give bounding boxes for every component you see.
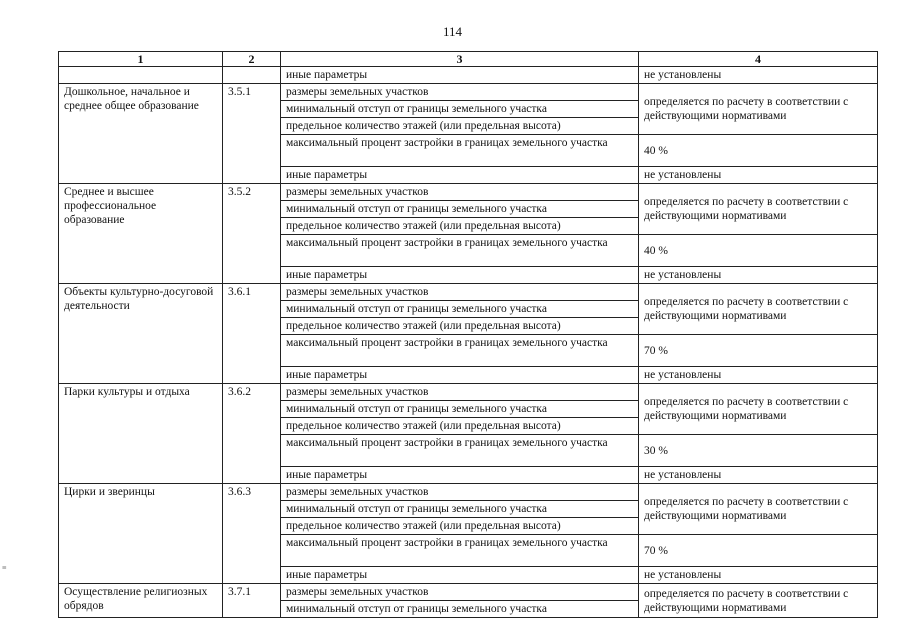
param-cell: максимальный процент застройки в границах земельного участка [281,535,639,567]
use-type-code: 3.7.1 [223,584,281,618]
table-row [59,584,878,601]
param-cell: предельное количество этажей (или предельная высота) [281,418,639,435]
param-cell: предельное количество этажей (или предельная высота) [281,118,639,135]
use-type-name: Объекты культурно-досуговой деятельности [59,284,223,384]
percent-value-cell: 70 % [639,335,878,367]
param-cell: размеры земельных участков [281,284,639,301]
param-cell: минимальный отступ от границы земельного участка [281,601,639,618]
percent-value-cell: 40 % [639,135,878,167]
use-type-name: Среднее и высшее профессиональное образование [59,184,223,284]
table-body [59,67,878,618]
table-row [59,484,878,501]
continuation-code-cell [223,67,281,84]
header-col-2: 2 [223,52,281,67]
table-row [59,184,878,201]
use-type-name: Дошкольное, начальное и среднее общее образование [59,84,223,184]
use-type-name: Парки культуры и отдыха [59,384,223,484]
percent-value-cell: 30 % [639,435,878,467]
param-cell: размеры земельных участков [281,484,639,501]
use-type-code: 3.6.1 [223,284,281,384]
table-row [59,284,878,301]
param-cell: минимальный отступ от границы земельного участка [281,301,639,318]
use-type-code: 3.5.1 [223,84,281,184]
use-type-code: 3.5.2 [223,184,281,284]
header-col-3: 3 [281,52,639,67]
param-cell: максимальный процент застройки в границах земельного участка [281,435,639,467]
regulations-table [58,51,878,618]
norm-value-cell: определяется по расчету в соответствии с действующими нормативами [639,184,878,235]
other-value-cell: не установлены [639,367,878,384]
param-cell: иные параметры [281,467,639,484]
other-value-cell: не установлены [639,467,878,484]
other-value-cell: не установлены [639,167,878,184]
param-cell: минимальный отступ от границы земельного участка [281,201,639,218]
norm-value-cell: определяется по расчету в соответствии с действующими нормативами [639,284,878,335]
norm-value-cell: определяется по расчету в соответствии с действующими нормативами [639,384,878,435]
page-number: 114 [442,24,463,39]
margin-mark: ≡ [2,563,7,572]
param-cell: иные параметры [281,567,639,584]
table-row [59,384,878,401]
continuation-name-cell [59,67,223,84]
norm-value-cell: определяется по расчету в соответствии с действующими нормативами [639,484,878,535]
param-cell: размеры земельных участков [281,584,639,601]
use-type-name: Осуществление религиозных обрядов [59,584,223,618]
param-cell: предельное количество этажей (или предельная высота) [281,518,639,535]
param-cell: иные параметры [281,167,639,184]
norm-value-cell: определяется по расчету в соответствии с действующими нормативами [639,84,878,135]
other-value-cell: не установлены [639,567,878,584]
param-cell: максимальный процент застройки в границах земельного участка [281,135,639,167]
table-row [59,67,878,84]
param-cell: минимальный отступ от границы земельного участка [281,101,639,118]
param-cell: предельное количество этажей (или предельная высота) [281,218,639,235]
norm-value-cell: определяется по расчету в соответствии с действующими нормативами [639,584,878,618]
header-col-1: 1 [59,52,223,67]
param-cell: размеры земельных участков [281,184,639,201]
use-type-name: Цирки и зверинцы [59,484,223,584]
param-cell: иные параметры [281,67,639,84]
header-col-4: 4 [639,52,878,67]
param-cell: иные параметры [281,367,639,384]
percent-value-cell: 70 % [639,535,878,567]
table-row [59,84,878,101]
param-cell: минимальный отступ от границы земельного участка [281,401,639,418]
param-cell: минимальный отступ от границы земельного участка [281,501,639,518]
param-cell: максимальный процент застройки в границах земельного участка [281,235,639,267]
param-cell: максимальный процент застройки в границах земельного участка [281,335,639,367]
percent-value-cell: 40 % [639,235,878,267]
header-row [59,52,878,67]
use-type-code: 3.6.3 [223,484,281,584]
use-type-code: 3.6.2 [223,384,281,484]
value-cell: не установлены [639,67,878,84]
other-value-cell: не установлены [639,267,878,284]
param-cell: размеры земельных участков [281,384,639,401]
param-cell: предельное количество этажей (или предельная высота) [281,318,639,335]
param-cell: иные параметры [281,267,639,284]
param-cell: размеры земельных участков [281,84,639,101]
